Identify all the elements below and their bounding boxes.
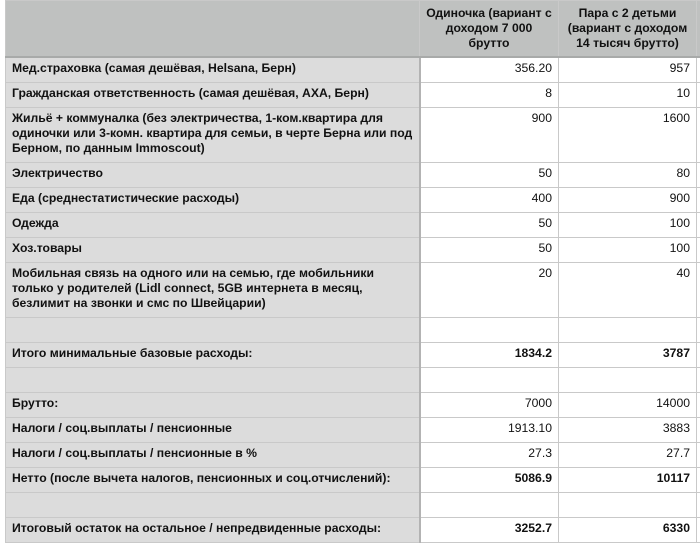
table-row xyxy=(6,108,700,163)
cell-extra[interactable] xyxy=(697,238,700,263)
cell-single[interactable]: 27.3 xyxy=(420,443,559,468)
header-row xyxy=(6,1,700,58)
spreadsheet xyxy=(5,0,700,543)
cell-single[interactable] xyxy=(420,318,559,343)
cell-family[interactable] xyxy=(559,493,697,518)
cell-single[interactable]: 8 xyxy=(420,83,559,108)
table-row xyxy=(6,393,700,418)
cell-family[interactable]: 3787 xyxy=(559,343,697,368)
row-label-liability[interactable]: Гражданская ответственность (самая дешёвая, AXA, Берн) xyxy=(6,83,420,108)
table-row xyxy=(6,238,700,263)
cell-extra[interactable] xyxy=(697,393,700,418)
cell-family[interactable]: 100 xyxy=(559,213,697,238)
cell-family[interactable]: 10 xyxy=(559,83,697,108)
table-row xyxy=(6,83,700,108)
cell-single[interactable]: 900 xyxy=(420,108,559,163)
table-row-remainder xyxy=(6,518,700,543)
cell-extra[interactable] xyxy=(697,418,700,443)
cell-single[interactable]: 1913.10 xyxy=(420,418,559,443)
cell-family[interactable]: 1600 xyxy=(559,108,697,163)
cell-family[interactable]: 27.7 xyxy=(559,443,697,468)
table-row xyxy=(6,418,700,443)
row-label-gross[interactable]: Брутто: xyxy=(6,393,420,418)
cell-family[interactable]: 40 xyxy=(559,263,697,318)
cell-family[interactable] xyxy=(559,368,697,393)
cell-family[interactable]: 100 xyxy=(559,238,697,263)
cell-extra[interactable] xyxy=(697,163,700,188)
table-row-net xyxy=(6,468,700,493)
cell-single[interactable] xyxy=(420,368,559,393)
row-label-empty[interactable] xyxy=(6,493,420,518)
row-label-housing[interactable]: Жильё + коммуналка (без электричества, 1-ком.квартира для одиночки или 3-комн. квартира для семьи, в черте Берна или под Берном, по данным Immoscout) xyxy=(6,108,420,163)
row-label-net[interactable]: Нетто (после вычета налогов, пенсионных и соц.отчислений): xyxy=(6,468,420,493)
row-label-taxes[interactable]: Налоги / соц.выплаты / пенсионные xyxy=(6,418,420,443)
row-label-household-goods[interactable]: Хоз.товары xyxy=(6,238,420,263)
row-label-health-insurance[interactable]: Мед.страховка (самая дешёвая, Helsana, Берн) xyxy=(6,57,420,83)
cell-family[interactable]: 80 xyxy=(559,163,697,188)
table-row xyxy=(6,213,700,238)
cell-family[interactable]: 6330 xyxy=(559,518,697,543)
table-row xyxy=(6,188,700,213)
cell-extra[interactable] xyxy=(697,443,700,468)
table-row-empty xyxy=(6,493,700,518)
row-label-empty[interactable] xyxy=(6,318,420,343)
table-row-empty xyxy=(6,368,700,393)
table-row-empty xyxy=(6,318,700,343)
cell-single[interactable]: 50 xyxy=(420,238,559,263)
header-cell-extra[interactable] xyxy=(697,1,700,58)
cell-extra[interactable] xyxy=(697,518,700,543)
row-label-clothing[interactable]: Одежда xyxy=(6,213,420,238)
cell-extra[interactable] xyxy=(697,493,700,518)
table-row xyxy=(6,263,700,318)
cell-single[interactable]: 3252.7 xyxy=(420,518,559,543)
cell-extra[interactable] xyxy=(697,108,700,163)
row-label-remainder[interactable]: Итоговый остаток на остальное / непредвиденные расходы: xyxy=(6,518,420,543)
table-row xyxy=(6,443,700,468)
cell-extra[interactable] xyxy=(697,57,700,83)
cell-single[interactable]: 356.20 xyxy=(420,57,559,83)
row-label-empty[interactable] xyxy=(6,368,420,393)
table-row xyxy=(6,57,700,83)
cell-single[interactable]: 5086.9 xyxy=(420,468,559,493)
cell-family[interactable]: 900 xyxy=(559,188,697,213)
cell-family[interactable]: 957 xyxy=(559,57,697,83)
cell-single[interactable]: 400 xyxy=(420,188,559,213)
cell-extra[interactable] xyxy=(697,213,700,238)
cell-family[interactable] xyxy=(559,318,697,343)
header-cell-family[interactable]: Пара с 2 детьми (вариант с доходом 14 тысяч брутто) xyxy=(559,1,697,58)
cell-family[interactable]: 10117 xyxy=(559,468,697,493)
cell-extra[interactable] xyxy=(697,368,700,393)
cell-extra[interactable] xyxy=(697,318,700,343)
cell-single[interactable]: 1834.2 xyxy=(420,343,559,368)
table-row-total-expenses xyxy=(6,343,700,368)
cell-extra[interactable] xyxy=(697,343,700,368)
cell-single[interactable]: 7000 xyxy=(420,393,559,418)
cell-extra[interactable] xyxy=(697,468,700,493)
cell-single[interactable]: 50 xyxy=(420,213,559,238)
table-row xyxy=(6,163,700,188)
cell-extra[interactable] xyxy=(697,188,700,213)
header-cell-label[interactable] xyxy=(6,1,420,58)
header-cell-single[interactable]: Одиночка (вариант с доходом 7 000 брутто xyxy=(420,1,559,58)
cell-single[interactable]: 50 xyxy=(420,163,559,188)
cell-extra[interactable] xyxy=(697,263,700,318)
cell-family[interactable]: 3883 xyxy=(559,418,697,443)
cell-family[interactable]: 14000 xyxy=(559,393,697,418)
budget-table xyxy=(5,0,700,543)
row-label-taxes-percent[interactable]: Налоги / соц.выплаты / пенсионные в % xyxy=(6,443,420,468)
row-label-mobile[interactable]: Мобильная связь на одного или на семью, где мобильники только у родителей (Lidl connect, 5GB интернета в месяц, безлимит на звонки и смс по Швейцарии) xyxy=(6,263,420,318)
cell-single[interactable] xyxy=(420,493,559,518)
row-label-total-expenses[interactable]: Итого минимальные базовые расходы: xyxy=(6,343,420,368)
cell-single[interactable]: 20 xyxy=(420,263,559,318)
row-label-food[interactable]: Еда (среднестатистические расходы) xyxy=(6,188,420,213)
cell-extra[interactable] xyxy=(697,83,700,108)
row-label-electricity[interactable]: Электричество xyxy=(6,163,420,188)
